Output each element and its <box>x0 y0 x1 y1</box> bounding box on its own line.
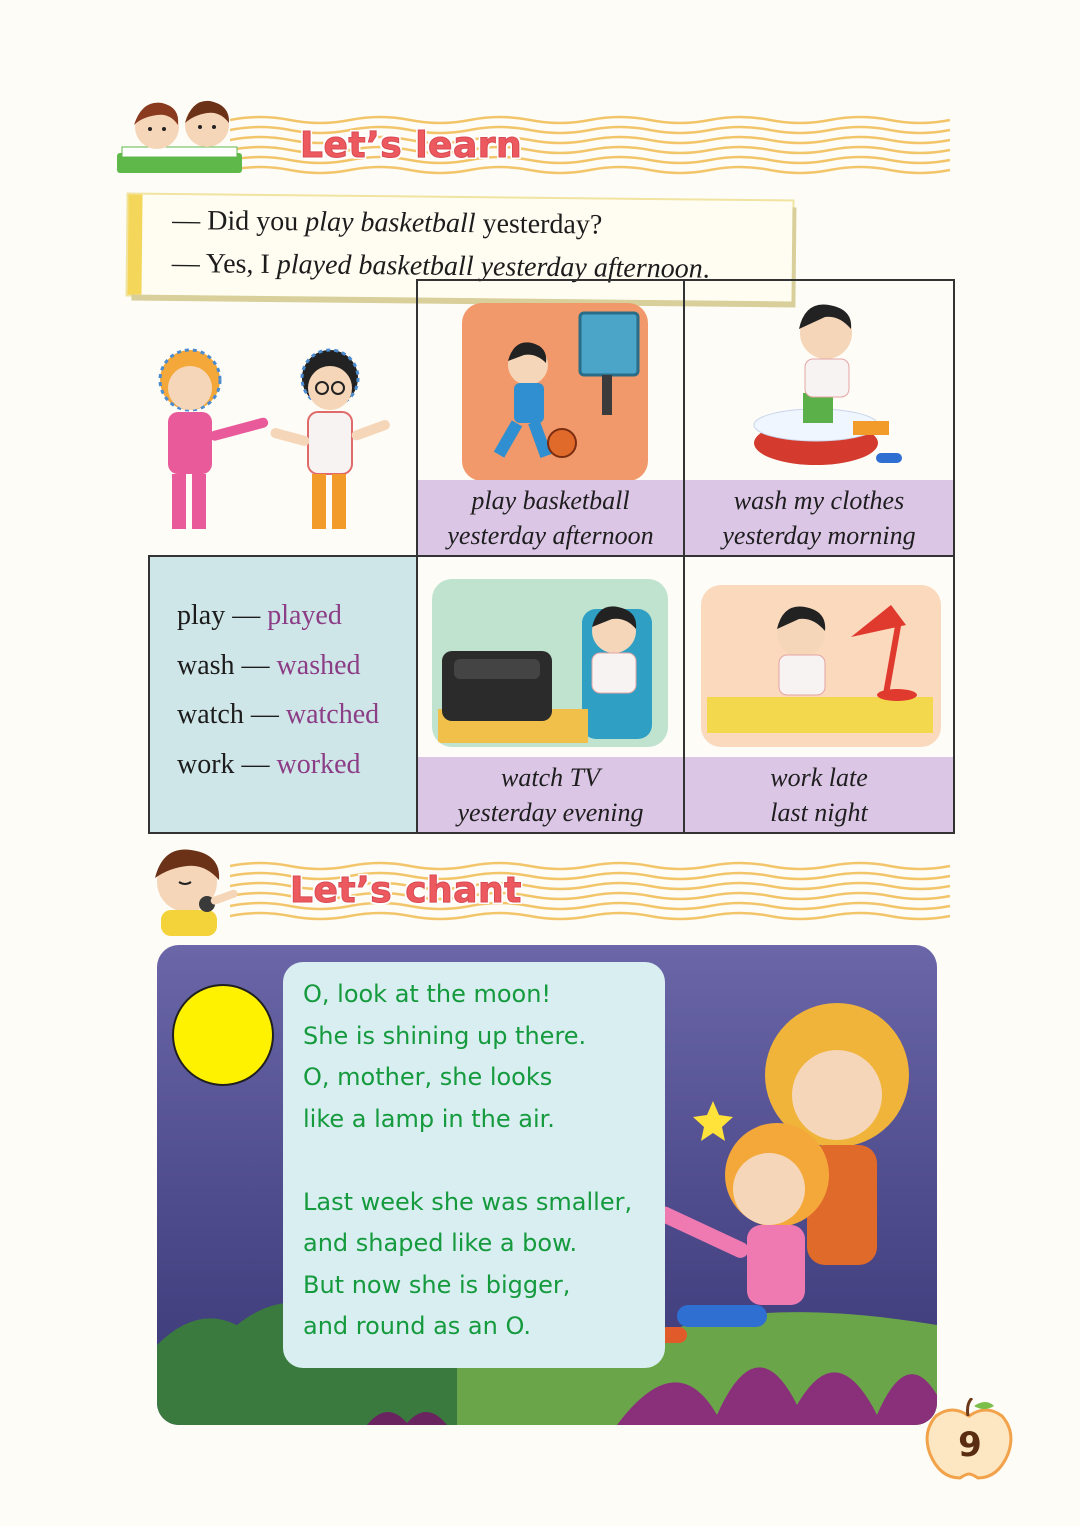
singing-boy-illustration <box>135 842 250 937</box>
cell-play-basketball <box>416 279 685 557</box>
chant-line: like a lamp in the air. <box>303 1104 555 1133</box>
chant-line: Last week she was smaller, <box>303 1187 633 1216</box>
caption-wash-clothes: wash my clothes yesterday morning <box>685 480 953 555</box>
dialogue-question: — Did you play basketball yesterday? <box>172 204 603 241</box>
chant-line: and shaped like a bow. <box>303 1229 578 1257</box>
cell-work-late <box>683 555 955 834</box>
tv-picture <box>432 579 668 747</box>
caption-play-basketball: play basketball yesterday afternoon <box>418 480 683 555</box>
washing-picture <box>741 293 911 483</box>
kids-talking-illustration <box>130 340 410 540</box>
work-picture <box>701 585 941 747</box>
star-icon <box>693 1101 733 1141</box>
verb-row: work — worked <box>177 748 361 780</box>
chant-line: She is shining up there. <box>303 1021 587 1050</box>
chant-lyrics <box>303 980 632 1354</box>
cell-watch-tv <box>416 555 685 834</box>
cell-wash-clothes <box>683 279 955 557</box>
caption-work-late: work late last night <box>685 757 953 832</box>
lets-learn-title: Let’s learn <box>300 125 523 166</box>
chant-line: and round as an O. <box>303 1312 532 1340</box>
chant-line: But now she is bigger, <box>303 1270 571 1299</box>
verb-row: wash — washed <box>177 649 361 681</box>
dialogue-answer: — Yes, I played basketball yesterday afternoon. <box>171 247 710 285</box>
verb-list <box>177 600 379 798</box>
moon-icon <box>173 985 273 1085</box>
lets-chant-title: Let’s chant <box>290 870 522 911</box>
verb-row: watch — watched <box>177 699 380 730</box>
basketball-picture <box>462 303 648 481</box>
caption-watch-tv: watch TV yesterday evening <box>418 757 683 832</box>
verb-row: play — played <box>177 600 342 631</box>
chant-line: O, mother, she looks <box>303 1063 553 1091</box>
page-number: 9 <box>958 1425 982 1465</box>
chant-line: O, look at the moon! <box>303 980 552 1008</box>
reading-kids-illustration <box>112 95 247 180</box>
